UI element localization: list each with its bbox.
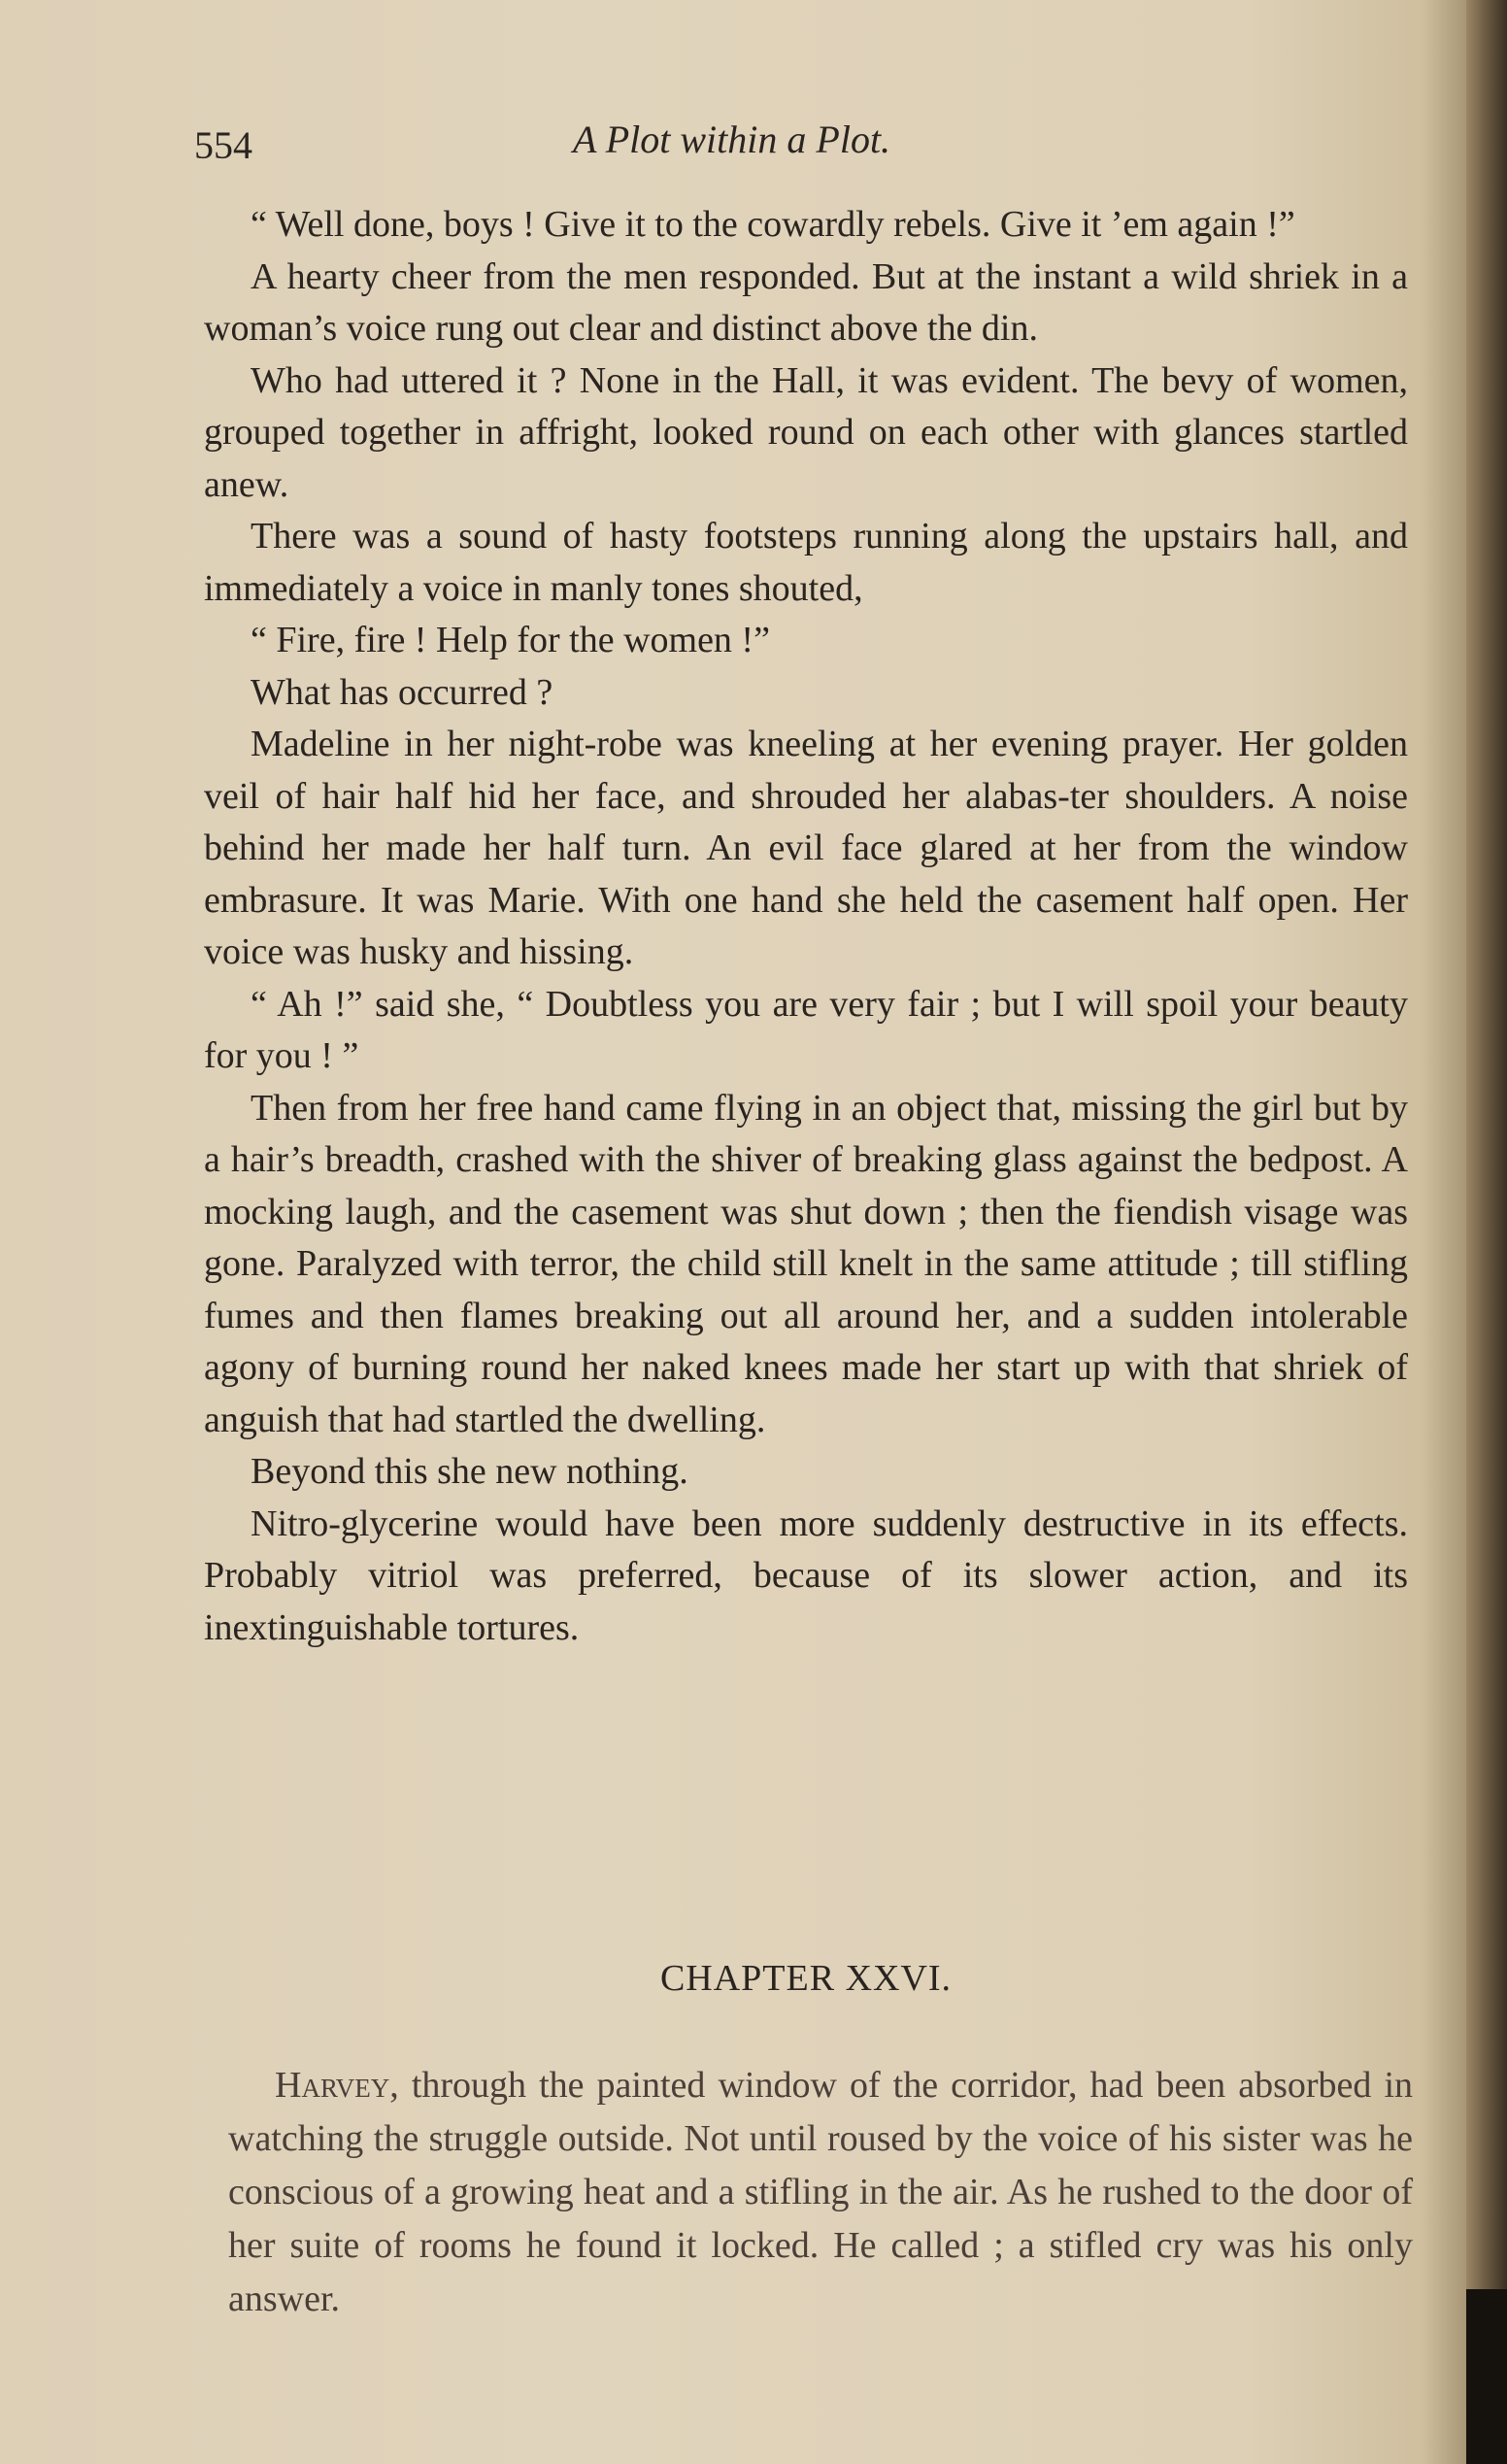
chapter-first-paragraph-text: through the painted window of the corridor, had been absorbed in watching the struggle outside. Not until roused by the voice of his sister was he conscious of a growing heat and a stifling in the air. As he rushed to the door of her suite of rooms he found it locked. He called ; a stifled cry was his only answer.	[228, 2065, 1413, 2319]
chapter-first-paragraph	[228, 2059, 1413, 2326]
book-spine-shadow	[1466, 0, 1507, 2464]
paragraph: Who had uttered it ? None in the Hall, it was evident. The bevy of women, grouped together in affright, looked round on each other with glances startled anew.	[204, 359, 1408, 505]
chapter-heading: CHAPTER XXVI.	[659, 1958, 953, 1999]
paragraph: A hearty cheer from the men responded. But at the instant a wild shriek in a woman’s voice rung out clear and distinct above the din.	[204, 255, 1408, 349]
paragraph: “ Ah !” said she, “ Doubtless you are very fair ; but I will spoil your beauty for you ! ”	[204, 983, 1408, 1076]
page-number: 554	[194, 123, 252, 167]
paragraph: There was a sound of hasty footsteps running along the upstairs hall, and immediately a voice in manly tones shouted,	[204, 516, 1408, 609]
paragraph: What has occurred ?	[251, 671, 553, 713]
book-spine-dark-edge	[1466, 2289, 1507, 2464]
chapter-first-word: Harvey,	[275, 2065, 399, 2106]
paragraph: Then from her free hand came flying in an object that, missing the girl but by a hair’s breadth, crashed with the shiver of breaking glass against the bedpost. A mocking laugh, and the casement was shut down ; then the fiendish visage was gone. Paralyzed with terror, the child still knelt in the same attitude ; till stifling fumes and then flames breaking out all around her, and a sudden intolerable agony of burning round her naked knees made her start up with that shriek of anguish that had startled the dwelling.	[204, 1087, 1408, 1440]
paragraph: Beyond this she new nothing.	[251, 1451, 688, 1492]
paragraph: “ Fire, fire ! Help for the women !”	[251, 620, 770, 660]
page-header	[194, 117, 1398, 175]
paragraph: Madeline in her night-robe was kneeling at her evening prayer. Her golden veil of hair half hid her face, and shrouded her alabas-ter shoulders. A noise behind her made her half turn. An evil face glared at her from the window embrasure. It was Marie. With one hand she held the casement half open. Her voice was husky and hissing.	[204, 724, 1408, 972]
page-body	[204, 199, 1408, 1654]
running-title: A Plot within a Plot.	[573, 118, 891, 161]
paragraph: Nitro-glycerine would have been more suddenly destructive in its effects. Probably vitriol was preferred, because of its slower action, and its inextinguishable tortures.	[204, 1502, 1408, 1648]
chapter-body	[228, 2059, 1413, 2326]
paragraph: “ Well done, boys ! Give it to the cowardly rebels. Give it ’em again !”	[251, 204, 1295, 245]
